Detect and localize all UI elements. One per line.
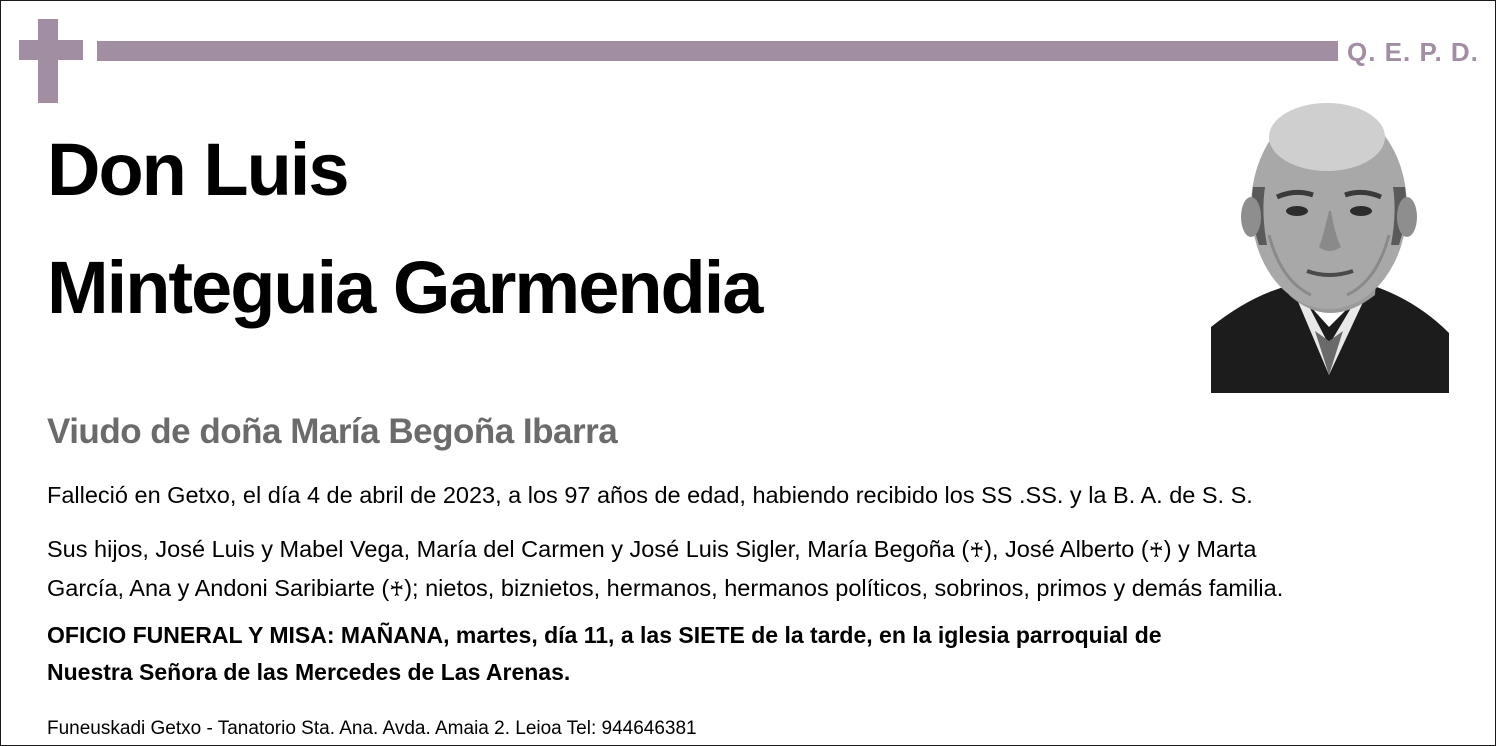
subtitle-widower: Viudo de doña María Begoña Ibarra <box>47 412 618 451</box>
portrait-photo <box>1211 95 1449 393</box>
cross-icon: ♰ <box>1148 540 1164 562</box>
family-text: ), José Alberto ( <box>984 536 1149 562</box>
family-text: ); nietos, biznietos, hermanos, hermanos políticos, sobrinos, primos y demás familia. <box>404 575 1284 601</box>
header-rule <box>97 41 1338 61</box>
cross-icon: ♰ <box>969 540 985 562</box>
family-text: García, Ana y Andoni Saribiarte ( <box>47 575 390 601</box>
family-list <box>47 531 1467 609</box>
service-line1: OFICIO FUNERAL Y MISA: MAÑANA, martes, día 11, a las SIETE de la tarde, en la iglesia parroquial de <box>47 622 1162 648</box>
family-text: Sus hijos, José Luis y Mabel Vega, María del Carmen y José Luis Sigler, María Begoña ( <box>47 536 970 562</box>
funeral-service <box>47 617 1467 691</box>
service-line2: Nuestra Señora de las Mercedes de Las Arenas. <box>47 659 571 685</box>
family-text: ) y Marta <box>1163 536 1257 562</box>
deceased-name-line1: Don Luis <box>47 128 348 211</box>
funeral-home-footer: Funeuskadi Getxo - Tanatorio Sta. Ana. Avda. Amaia 2. Leioa Tel: 944646381 <box>47 718 697 739</box>
deceased-name-line2: Minteguia Garmendia <box>47 246 762 329</box>
death-announcement: Falleció en Getxo, el día 4 de abril de 2023, a los 97 años de edad, habiendo recibido los SS .SS. y la B. A. de S. S. <box>47 482 1253 508</box>
qepd-label: Q. E. P. D. <box>1347 37 1479 67</box>
latin-cross-icon <box>19 19 83 103</box>
cross-icon: ♰ <box>389 579 405 601</box>
